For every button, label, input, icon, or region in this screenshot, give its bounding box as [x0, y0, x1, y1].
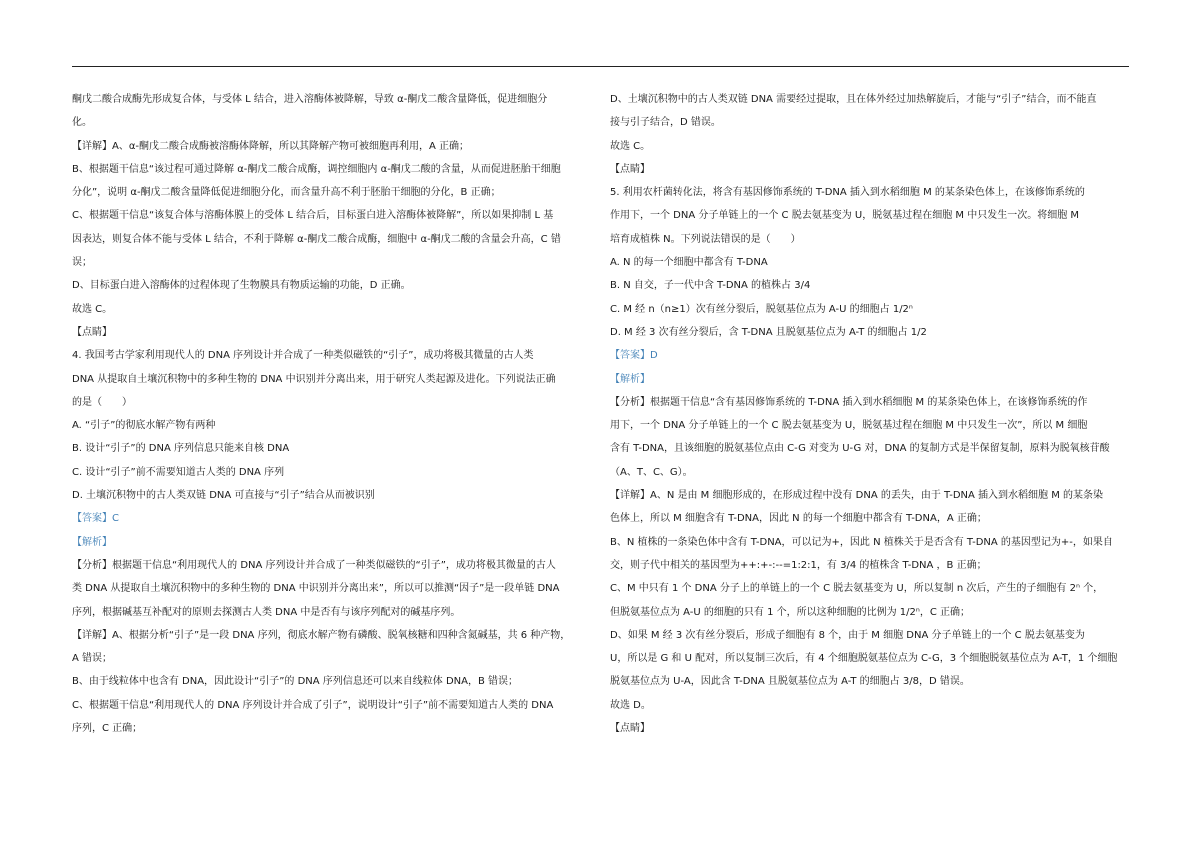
text-line: 因表达，则复合体不能与受体 L 结合，不利于降解 α-酮戊二酸合成酶，细胞中 α-酮戊二酸的含量会升高，C 错	[72, 233, 561, 245]
text-line: C、M 中只有 1 个 DNA 分子上的单链上的一个 C 脱去氨基变为 U，所以复制 n 次后，产生的子细胞有 2ⁿ 个，	[610, 583, 1104, 595]
text-line: 【详解】A、N 是由 M 细胞形成的，在形成过程中没有 DNA 的丢失，由于 T-DNA 插入到水稻细胞 M 的某条染	[610, 490, 1104, 502]
text-line: 【解析】	[72, 536, 112, 548]
text-line: 故选 C。	[610, 140, 651, 152]
text-line: A 错误；	[72, 653, 113, 665]
text-line: 类 DNA 从提取自土壤沉积物中的多种生物的 DNA 中识别并分离出来”，所以可以推测“因子”是一段单链 DNA	[72, 583, 560, 595]
left-column	[72, 88, 590, 740]
text-line: 【答案】D	[610, 350, 658, 362]
header-rule	[72, 66, 1129, 67]
text-line: D、目标蛋白进入溶酶体的过程体现了生物膜具有物质运输的功能，D 正确。	[72, 280, 411, 292]
text-line: D、土壤沉积物中的古人类双链 DNA 需要经过提取，且在体外经过加热解旋后，才能与“引子”结合，而不能直	[610, 94, 1097, 105]
text-line: 4. 我国考古学家利用现代人的 DNA 序列设计并合成了一种类似磁铁的“引子”，成功将极其微量的古人类	[72, 350, 534, 362]
text-line: 【分析】根据题干信息“含有基因修饰系统的 T-DNA 插入到水稻细胞 M 的某条染色体上，在该修饰系统的作	[610, 396, 1088, 408]
text-line: 【点睛】	[610, 723, 650, 735]
right-column	[610, 88, 1128, 740]
text-line: 【详解】A、根据分析“引子”是一段 DNA 序列，彻底水解产物有磷酸、脱氧核糖和四种含氮碱基，共 6 种产物，	[72, 629, 571, 641]
text-line: 序列，C 正确；	[72, 723, 143, 735]
text-line: C. M 经 n（n≥1）次有丝分裂后，脱氨基位点为 A-U 的细胞占 1/2ⁿ	[610, 303, 913, 315]
text-line: 交，则子代中相关的基因型为++:+-:--=1:2:1，有 3/4 的植株含 T-DNA ，B 正确；	[610, 559, 987, 571]
text-line: C、根据题干信息“该复合体与溶酶体膜上的受体 L 结合后，目标蛋白进入溶酶体被降解”，所以如果抑制 L 基	[72, 210, 554, 222]
text-line: 作用下，一个 DNA 分子单链上的一个 C 脱去氨基变为 U，脱氨基过程在细胞 M 中只发生一次。将细胞 M	[610, 210, 1080, 222]
text-line: C. 设计“引子”前不需要知道古人类的 DNA 序列	[72, 466, 285, 478]
text-line: （A、T、C、G）。	[610, 466, 693, 478]
text-line: 脱氨基位点为 U-A，因此含 T-DNA 且脱氨基位点为 A-T 的细胞占 3/8，D 错误。	[610, 676, 970, 688]
text-line: A. “引子”的彻底水解产物有两种	[72, 420, 216, 432]
text-line: 的是（ ）	[72, 396, 132, 408]
text-line: 误；	[72, 257, 92, 269]
text-line: 色体上，所以 M 细胞含有 T-DNA，因此 N 的每一个细胞中都含有 T-DNA，A 正确；	[610, 513, 987, 525]
text-line: B. N 自交，子一代中含 T-DNA 的植株占 3/4	[610, 280, 811, 292]
text-line: D、如果 M 经 3 次有丝分裂后，形成子细胞有 8 个，由于 M 细胞 DNA 分子单链上的一个 C 脱去氨基变为	[610, 629, 1085, 641]
text-line: 【分析】根据题干信息“利用现代人的 DNA 序列设计并合成了一种类似磁铁的“引子”，成功将极其微量的古人	[72, 559, 556, 571]
text-line: DNA 从提取自土壤沉积物中的多种生物的 DNA 中识别并分离出来，用于研究人类起源及进化。下列说法正确	[72, 373, 556, 385]
text-line: 含有 T-DNA，且该细胞的脱氨基位点由 C-G 对变为 U-G 对，DNA 的复制方式是半保留复制，原料为脱氧核苷酸	[610, 443, 1110, 455]
text-line: B、根据题干信息“该过程可通过降解 α-酮戊二酸合成酶，调控细胞内 α-酮戊二酸的含量，从而促进胚胎干细胞	[72, 163, 561, 175]
text-line: 【答案】C	[72, 513, 119, 525]
text-line: 序列，根据碱基互补配对的原则去探测古人类 DNA 中是否有与该序列配对的碱基序列。	[72, 606, 461, 618]
text-line: 酮戊二酸合成酶先形成复合体，与受体 L 结合，进入溶酶体被降解，导致 α-酮戊二酸含量降低，促进细胞分	[72, 94, 548, 105]
text-line: U，所以是 G 和 U 配对，所以复制三次后，有 4 个细胞脱氨基位点为 C-G，3 个细胞脱氨基位点为 A-T，1 个细胞	[610, 653, 1118, 665]
text-line: C、根据题干信息“利用现代人的 DNA 序列设计并合成了引子”，说明设计“引子”前不需要知道古人类的 DNA	[72, 699, 554, 711]
text-line: 【详解】A、α-酮戊二酸合成酶被溶酶体降解，所以其降解产物可被细胞再利用，A 正确；	[72, 140, 470, 152]
text-line: A. N 的每一个细胞中都含有 T-DNA	[610, 257, 768, 269]
text-line: D. M 经 3 次有丝分裂后，含 T-DNA 且脱氨基位点为 A-T 的细胞占 1/2	[610, 326, 927, 338]
text-line: 【点睛】	[610, 163, 650, 175]
text-line: 但脱氨基位点为 A-U 的细胞的只有 1 个，所以这种细胞的比例为 1/2ⁿ，C 正确；	[610, 606, 971, 618]
text-line: 分化”，说明 α-酮戊二酸含量降低促进细胞分化，而含量升高不利于胚胎干细胞的分化，B 正确；	[72, 187, 501, 199]
text-line: 培育成植株 N。下列说法错误的是（ ）	[610, 233, 801, 245]
text-line: 5. 利用农杆菌转化法，将含有基因修饰系统的 T-DNA 插入到水稻细胞 M 的某条染色体上，在该修饰系统的	[610, 187, 1085, 199]
text-line: B、由于线粒体中也含有 DNA，因此设计“引子”的 DNA 序列信息还可以来自线粒体 DNA，B 错误；	[72, 676, 519, 688]
text-line: B. 设计“引子”的 DNA 序列信息只能来自核 DNA	[72, 443, 290, 455]
text-line: 接与引子结合，D 错误。	[610, 117, 721, 129]
text-line: 故选 C。	[72, 303, 113, 315]
text-line: D. 土壤沉积物中的古人类双链 DNA 可直接与“引子”结合从而被识别	[72, 490, 375, 502]
text-line: 【点睛】	[72, 326, 112, 338]
text-line: B、N 植株的一条染色体中含有 T-DNA，可以记为+，因此 N 植株关于是否含有 T-DNA 的基因型记为+-，如果自	[610, 536, 1113, 548]
text-line: 化。	[72, 117, 92, 129]
text-line: 用下，一个 DNA 分子单链上的一个 C 脱去氨基变为 U，脱氨基过程在细胞 M 中只发生一次”，所以 M 细胞	[610, 420, 1088, 432]
text-line: 【解析】	[610, 373, 650, 385]
text-line: 故选 D。	[610, 699, 651, 711]
